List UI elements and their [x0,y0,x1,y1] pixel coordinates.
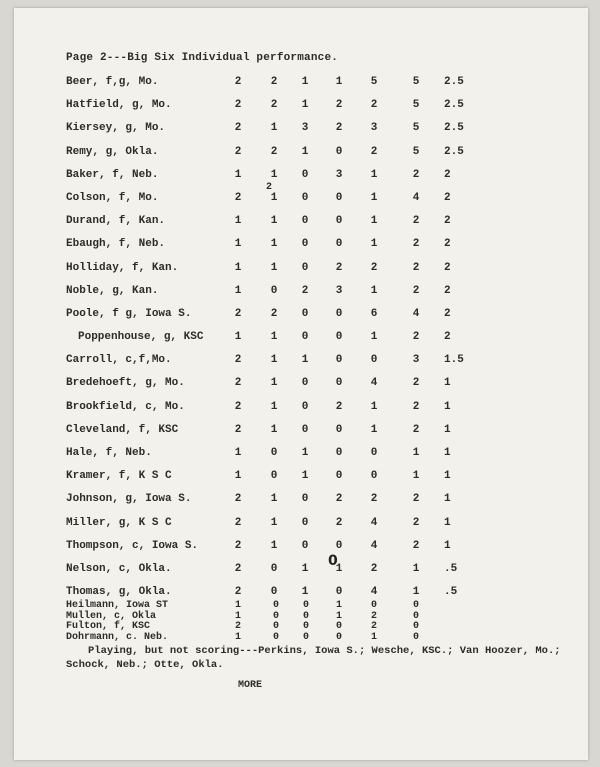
table-row [14,304,588,327]
stat-cell: 3 [301,122,309,135]
table-row [14,633,588,644]
stat-cell: 0 [270,470,278,483]
stat-cell: 6 [370,307,378,320]
stat-cell: 2 [335,122,343,135]
stat-cell: 2 [412,284,420,297]
stat-cell: 2 [370,610,377,622]
stat-cell: 2 [234,377,242,390]
stat-cell: 1 [270,400,278,413]
stat-cell: 2.5 [444,145,464,158]
stat-cell: 2 [444,331,451,344]
stat-cell: 5 [370,76,378,88]
stat-cell: 1 [270,377,278,390]
stat-cell: 5 [412,99,420,112]
stat-cell: 2.5 [444,122,464,135]
table-row [14,211,588,234]
stat-cell: 2 [412,539,420,552]
stat-cell: 2 [444,215,451,228]
player-name: Beer, f,g, Mo. [66,76,159,88]
stat-cell: 2 [370,261,378,274]
table-row [14,258,588,281]
stat-cell: 1 [444,516,451,529]
more-marker: MORE [238,680,263,691]
stat-cell: 2 [270,99,278,112]
stat-cell: 2 [370,562,378,575]
stat-cell: 2 [270,76,278,88]
stat-cell: 2 [412,238,420,251]
stat-cell: 1 [444,470,451,483]
stat-cell: 2 [234,145,242,158]
player-name: Cleveland, f, KSC [66,423,179,436]
stat-cell: 0 [301,516,309,529]
table-row [14,118,588,141]
stat-cell: 3 [335,284,343,297]
stat-cell: 0 [370,354,378,367]
stat-cell: 0 [270,562,278,575]
document-page [14,8,588,760]
stat-cell: 2 [234,307,242,320]
stat-cell: 2 [234,122,242,135]
stat-cell: 2 [234,354,242,367]
player-name: Noble, g, Kan. [66,284,159,297]
player-name: Poole, f g, Iowa S. [66,307,192,320]
stat-cell: 1 [335,610,342,622]
stat-cell: 2 [444,284,451,297]
stat-cell: 2 [412,168,420,181]
player-name: Remy, g, Okla. [66,145,159,158]
stat-cell: 2 [412,493,420,506]
stat-cell: 1 [301,586,309,599]
minor-player-table [14,601,588,643]
stat-cell: 2 [412,261,420,274]
stat-cell: 1 [234,470,242,483]
stat-cell: 2 [234,400,242,413]
stat-cell: 0 [335,631,342,643]
stat-cell: 0 [412,631,419,643]
player-name: Durand, f, Kan. [66,215,166,228]
stat-cell: 4 [412,191,420,204]
stat-cell: 1 [370,191,378,204]
stat-cell: 2 [444,168,451,181]
table-row [14,72,588,95]
stat-cell: 5 [412,145,420,158]
stat-cell: 1 [234,261,242,274]
stat-cell: 1 [444,447,451,459]
stat-cell: 0 [370,470,378,483]
stat-cell: 1 [270,539,278,552]
table-row [14,350,588,373]
stat-cell: 2 [444,238,451,251]
table-row [14,622,588,633]
stat-cell: 0 [335,539,343,552]
stat-cell: 2 [335,261,343,274]
stat-cell: 1 [335,562,343,575]
stat-cell: 0 [272,610,279,622]
table-row [14,552,588,582]
stat-cell: 2 [301,284,309,297]
table-row [14,601,588,612]
page-title: Page 2---Big Six Individual performance. [66,52,339,64]
stat-cell: 1 [444,377,451,390]
stat-cell: 0 [335,423,343,436]
stat-cell: 1 [370,238,378,251]
stat-cell: 1 [444,423,451,436]
stat-cell: 1 [335,600,342,611]
stat-cell: 0 [412,610,419,622]
stat-cell: 0 [302,631,309,643]
stat-cell: 1 [370,215,378,228]
stat-cell: 1 [301,99,309,112]
stat-cell: 2 [270,145,278,158]
stat-cell: 1 [444,493,451,506]
stat-cell: 1 [370,168,378,181]
stat-cell: 0 [302,621,309,632]
stat-cell: 1 [270,331,278,344]
player-name: Poppenhouse, g, KSC [78,331,204,344]
stat-cell: .5 [444,586,458,599]
table-row [14,373,588,396]
stat-cell: 1 [335,76,343,88]
stat-cell: 0 [335,145,343,158]
stat-cell: 1 [270,354,278,367]
table-row [14,234,588,257]
player-name: Kramer, f, K S C [66,470,172,483]
player-name: Kiersey, g, Mo. [66,122,166,135]
overstrike-mark: 2 [266,181,273,193]
stat-cell: 1 [370,400,378,413]
stat-cell: 5 [412,76,420,88]
table-row [14,443,588,466]
stat-cell: 0 [270,586,278,599]
stat-cell: 0 [335,621,342,632]
stat-cell: 4 [370,586,378,599]
stat-cell: 2 [270,307,278,320]
stat-cell: 1 [270,238,278,251]
stat-cell: 0 [301,377,309,390]
player-name: Baker, f, Neb. [66,168,159,181]
stat-cell: 1 [234,447,242,459]
stat-cell: 2 [370,493,378,506]
stat-cell: 2 [335,493,343,506]
player-name: Brookfield, c, Mo. [66,400,185,413]
table-row [14,489,588,512]
stat-cell: 2 [444,261,451,274]
stat-cell: 1 [370,284,378,297]
table-row [14,536,588,559]
stat-cell: 1 [270,516,278,529]
table-row [14,513,588,536]
stat-cell: 0 [335,307,343,320]
stat-cell: 1 [301,470,309,483]
stat-cell: 0 [301,331,309,344]
stat-cell: 2 [234,423,242,436]
stat-cell: 1 [370,423,378,436]
stat-cell: 2 [335,99,343,112]
stat-cell: 2 [234,562,242,575]
stat-cell: 4 [370,539,378,552]
table-row [14,142,588,165]
stat-cell: 1.5 [444,354,464,367]
stat-cell: 1 [444,539,451,552]
stat-cell: 2 [412,377,420,390]
stat-cell: 2 [412,516,420,529]
stat-cell: 1 [270,191,278,204]
stat-cell: 2.5 [444,99,464,112]
stat-cell: 3 [335,168,343,181]
stat-cell: 1 [234,238,242,251]
stat-cell: 0 [335,377,343,390]
table-row [14,327,588,350]
stat-cell: 0 [301,493,309,506]
stat-cell: 2.5 [444,76,464,88]
player-table [14,72,588,605]
stat-cell: 1 [234,215,242,228]
table-row [14,95,588,118]
player-name: Bredehoeft, g, Mo. [66,377,185,390]
player-name: Dohrmann, c. Neb. [66,631,169,643]
player-name: Thomas, g, Okla. [66,586,172,599]
stat-cell: 0 [335,238,343,251]
stat-cell: 3 [412,354,420,367]
stat-cell: 1 [370,631,377,643]
stat-cell: 1 [412,447,420,459]
stat-cell: 0 [302,600,309,611]
stat-cell: 0 [335,447,343,459]
stat-cell: 0 [301,261,309,274]
stat-cell: 1 [270,215,278,228]
stat-cell: 1 [234,631,241,643]
stat-cell: 1 [444,400,451,413]
stat-cell: 1 [270,423,278,436]
stat-cell: 0 [335,191,343,204]
stat-cell: 0 [335,215,343,228]
table-row [14,181,588,211]
stat-cell: 0 [301,423,309,436]
stat-cell: 2 [234,516,242,529]
handwritten-correction: 0 [328,552,338,569]
stat-cell: 0 [335,354,343,367]
stat-cell: 1 [301,145,309,158]
stat-cell: 0 [301,191,309,204]
stat-cell: 0 [412,621,419,632]
stat-cell: 1 [301,76,309,88]
footnote: Playing, but not scoring---Perkins, Iowa S.; Wesche, KSC.; Van Hoozer, Mo.; Schock, Neb.; Otte, Okla. [66,645,561,671]
stat-cell: 2 [412,331,420,344]
stat-cell: 0 [301,215,309,228]
stat-cell: 1 [301,447,309,459]
table-row [14,397,588,420]
stat-cell: 0 [301,539,309,552]
table-row [14,165,588,188]
stat-cell: 1 [412,470,420,483]
stat-cell: 1 [270,168,278,181]
table-row [14,420,588,443]
stat-cell: 0 [272,621,279,632]
stat-cell: 1 [234,284,242,297]
table-row [14,281,588,304]
stat-cell: 1 [412,562,420,575]
stat-cell: 0 [370,447,378,459]
table-row [14,466,588,489]
stat-cell: 0 [301,307,309,320]
player-name: Ebaugh, f, Neb. [66,238,166,251]
stat-cell: 0 [335,470,343,483]
stat-cell: 2 [370,621,377,632]
stat-cell: 0 [302,610,309,622]
stat-cell: 2 [370,99,378,112]
player-name: Fulton, f, KSC [66,621,151,632]
stat-cell: 0 [412,600,419,611]
stat-cell: 4 [370,516,378,529]
stat-cell: 2 [234,586,242,599]
stat-cell: 2 [412,215,420,228]
stat-cell: 1 [370,331,378,344]
stat-cell: 0 [301,400,309,413]
player-name: Hatfield, g, Mo. [66,99,172,112]
stat-cell: 4 [370,377,378,390]
stat-cell: 3 [370,122,378,135]
stat-cell: 0 [272,631,279,643]
player-name: Heilmann, Iowa ST [66,600,169,611]
stat-cell: 2 [444,191,451,204]
player-name: Johnson, g, Iowa S. [66,493,192,506]
stat-cell: 2 [234,539,242,552]
stat-cell: 2 [444,307,451,320]
stat-cell: .5 [444,562,458,575]
stat-cell: 2 [335,516,343,529]
stat-cell: 2 [234,493,242,506]
player-name: Nelson, c, Okla. [66,562,172,575]
stat-cell: 2 [234,99,242,112]
stat-cell: 0 [270,284,278,297]
stat-cell: 1 [301,354,309,367]
player-name: Mullen, c, Okla [66,610,157,622]
stat-cell: 2 [370,145,378,158]
stat-cell: 2 [335,400,343,413]
stat-cell: 1 [234,600,241,611]
stat-cell: 1 [270,261,278,274]
player-name: Carroll, c,f,Mo. [66,354,172,367]
player-name: Colson, f, Mo. [66,191,159,204]
stat-cell: 2 [234,191,242,204]
stat-cell: 1 [301,562,309,575]
stat-cell: 0 [301,168,309,181]
stat-cell: 1 [270,122,278,135]
player-name: Miller, g, K S C [66,516,172,529]
player-name: Holliday, f, Kan. [66,261,179,274]
player-name: Hale, f, Neb. [66,447,152,459]
stat-cell: 2 [234,621,241,632]
stat-cell: 4 [412,307,420,320]
stat-cell: 2 [234,76,242,88]
stat-cell: 1 [412,586,420,599]
stat-cell: 2 [412,423,420,436]
stat-cell: 1 [234,331,242,344]
stat-cell: 0 [370,600,377,611]
player-name: Thompson, c, Iowa S. [66,539,199,552]
stat-cell: 1 [234,168,242,181]
stat-cell: 0 [301,238,309,251]
stat-cell: 5 [412,122,420,135]
stat-cell: 1 [234,610,241,622]
stat-cell: 2 [412,400,420,413]
stat-cell: 0 [272,600,279,611]
stat-cell: 0 [270,447,278,459]
stat-cell: 0 [335,586,343,599]
stat-cell: 1 [270,493,278,506]
stat-cell: 0 [335,331,343,344]
